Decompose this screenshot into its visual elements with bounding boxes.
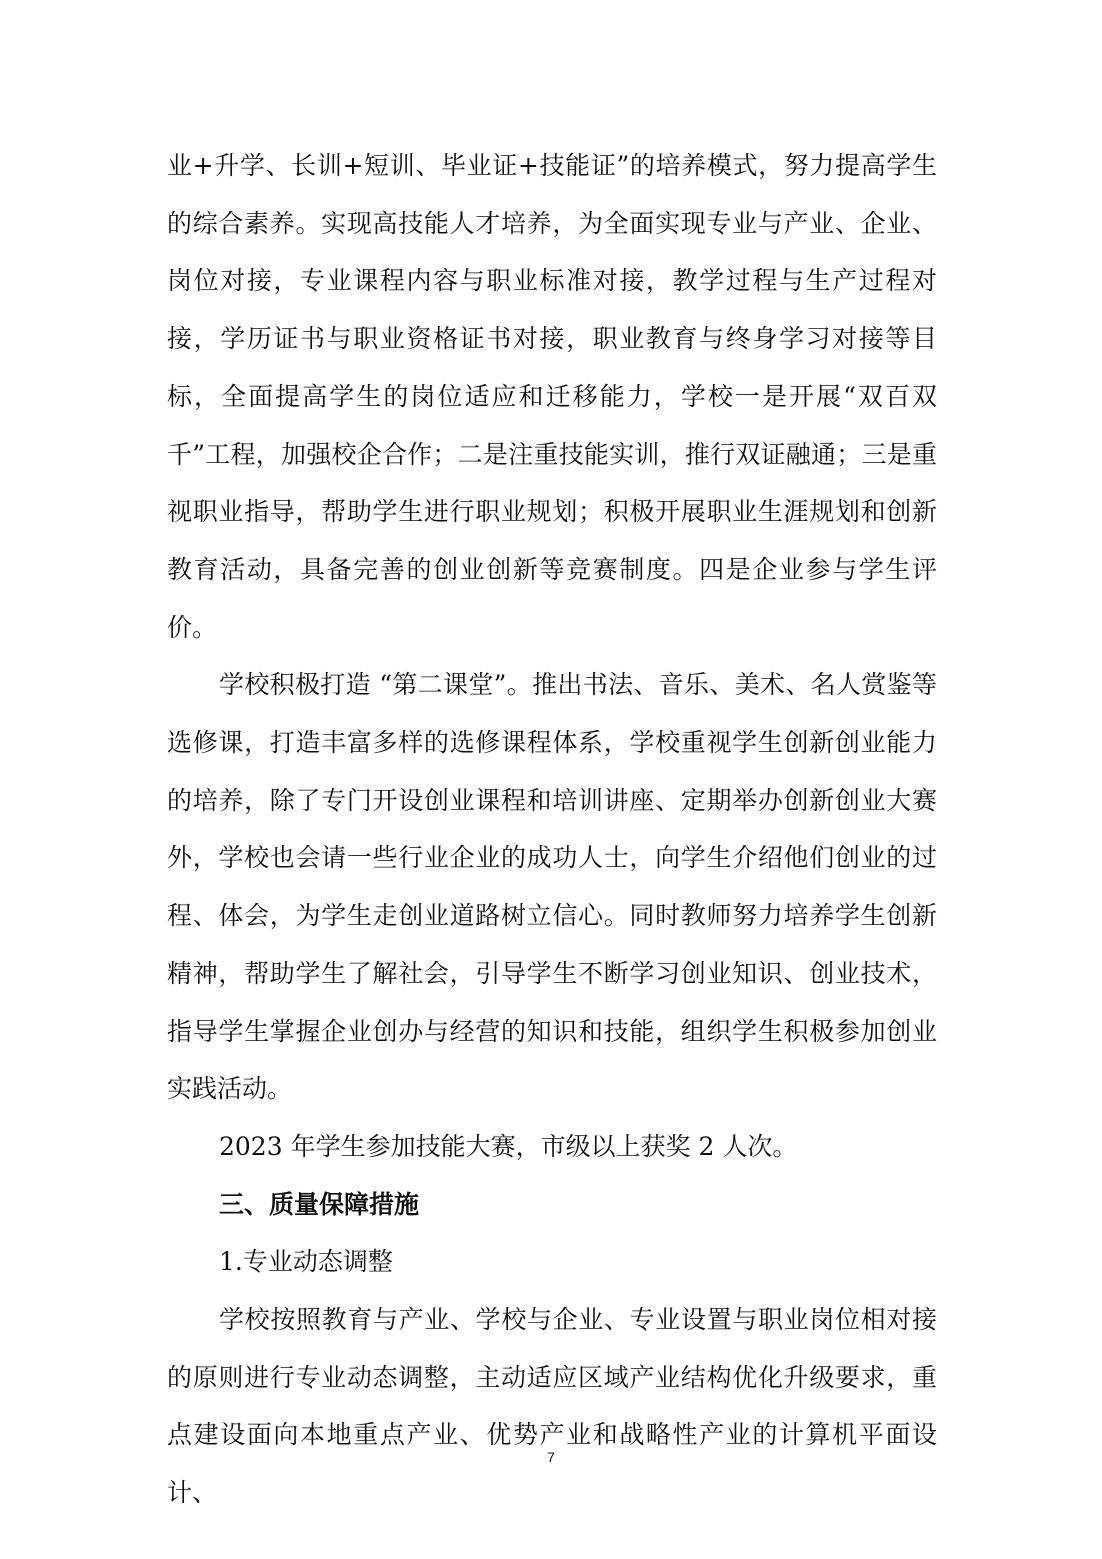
section-heading: 三、质量保障措施	[219, 1189, 420, 1219]
page-number: 7	[547, 1449, 555, 1465]
document-body	[167, 137, 937, 1522]
paragraph-skills-competition: 2023 年学生参加技能大赛，市级以上获奖 2 人次。	[219, 1131, 798, 1161]
paragraph-training-mode: 业+升学、长训+短训、毕业证+技能证”的培养模式，努力提高学生的综合素养。实现高技能人才培养，为全面实现专业与产业、企业、岗位对接，专业课程内容与职业标准对接，教学过程与生产过程对接，学历证书与职业资格证书对接，职业教育与终身学习对接等目标，全面提高学生的岗位适应和迁移能力，学校一是开展“双百双千”工程，加强校企合作；二是注重技能实训，推行双证融通；三是重视职业指导，帮助学生进行职业规划；积极开展职业生涯规划和创新教育活动，具备完善的创业创新等竞赛制度。四是企业参与学生评价。	[167, 151, 937, 642]
subsection-heading: 1.专业动态调整	[219, 1247, 393, 1277]
paragraph-second-classroom: 学校积极打造 “第二课堂”。推出书法、音乐、美术、名人赏鉴等选修课，打造丰富多样的选修课程体系，学校重视学生创新创业能力的培养，除了专门开设创业课程和培训讲座、定期举办创新创业大赛外，学校也会请一些行业企业的成功人士，向学生介绍他们创业的过程、体会，为学生走创业道路树立信心。同时教师努力培养学生创新精神，帮助学生了解社会，引导学生不断学习创业知识、创业技术，指导学生掌握企业创办与经营的知识和技能，组织学生积极参加创业实践活动。	[167, 670, 937, 1104]
paragraph-program-adjustment: 学校按照教育与产业、学校与企业、专业设置与职业岗位相对接的原则进行专业动态调整，主动适应区域产业结构优化升级要求，重点建设面向本地重点产业、优势产业和战略性产业的计算机平面设计、	[167, 1305, 937, 1508]
